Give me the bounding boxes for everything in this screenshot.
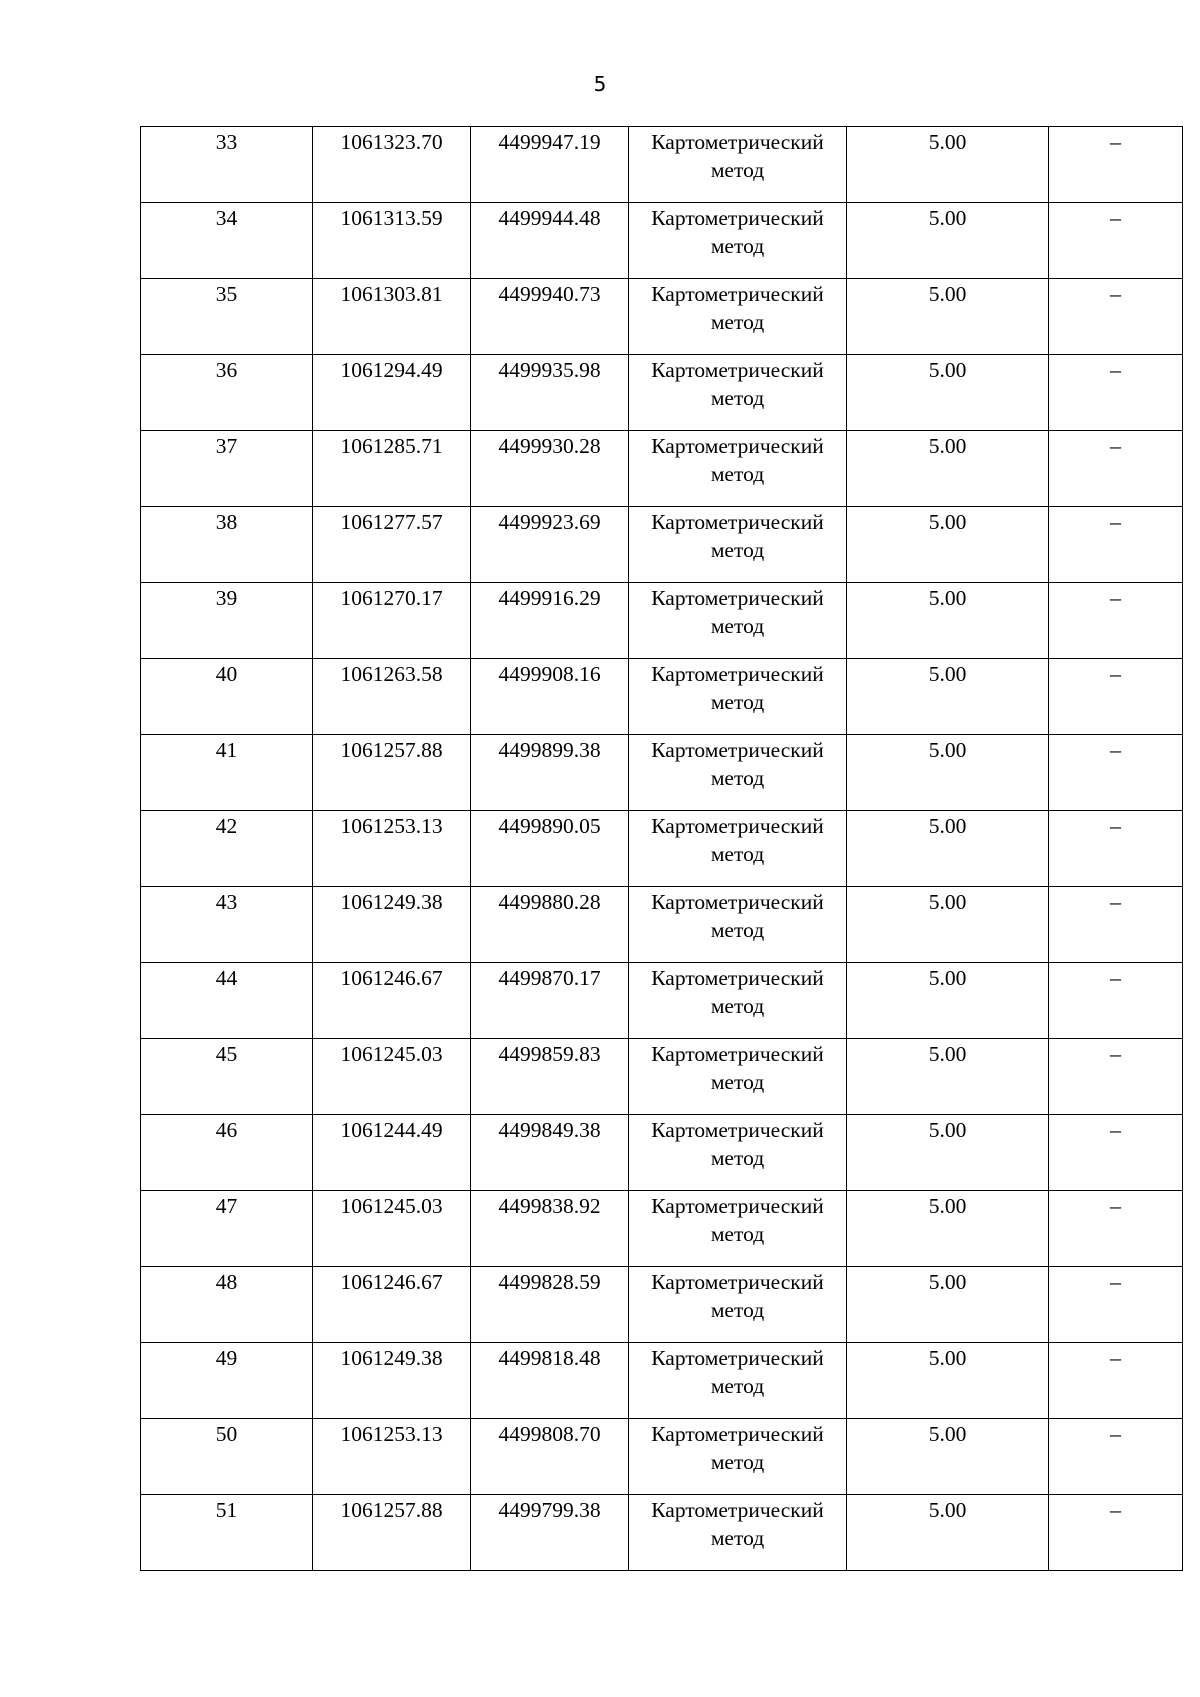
x-coordinate-cell-text: 1061263.58: [340, 662, 443, 686]
accuracy-cell-text: 5.00: [928, 738, 967, 762]
point-number-cell-text: 35: [215, 282, 238, 306]
point-number-cell: [141, 735, 313, 811]
method-cell-text: Картометрический метод: [651, 434, 824, 486]
table-row: [141, 355, 1183, 431]
y-coordinate-cell-text: 4499923.69: [498, 510, 601, 534]
accuracy-cell-text: 5.00: [928, 434, 967, 458]
point-number-cell: [141, 659, 313, 735]
point-number-cell-text: 39: [215, 586, 238, 610]
table-row: [141, 583, 1183, 659]
table-row: [141, 1495, 1183, 1571]
accuracy-cell: [847, 1115, 1049, 1191]
point-number-cell-text: 49: [215, 1346, 238, 1370]
y-coordinate-cell-text: 4499870.17: [498, 966, 601, 990]
method-cell-text: Картометрический метод: [651, 1346, 824, 1398]
y-coordinate-cell: [471, 811, 629, 887]
y-coordinate-cell-text: 4499799.38: [498, 1498, 601, 1522]
x-coordinate-cell: [313, 1419, 471, 1495]
x-coordinate-cell: [313, 963, 471, 1039]
description-cell: [1049, 1267, 1183, 1343]
y-coordinate-cell: [471, 1115, 629, 1191]
point-number-cell-text: 50: [215, 1422, 238, 1446]
method-cell: [629, 583, 847, 659]
y-coordinate-cell-text: 4499916.29: [498, 586, 601, 610]
description-cell-text: –: [1110, 889, 1121, 914]
method-cell-text: Картометрический метод: [651, 814, 824, 866]
y-coordinate-cell: [471, 583, 629, 659]
method-cell: [629, 963, 847, 1039]
method-cell-text: Картометрический метод: [651, 1194, 824, 1246]
accuracy-cell: [847, 735, 1049, 811]
description-cell: [1049, 431, 1183, 507]
method-cell: [629, 279, 847, 355]
y-coordinate-cell: [471, 127, 629, 203]
description-cell: [1049, 203, 1183, 279]
accuracy-cell: [847, 1343, 1049, 1419]
accuracy-cell: [847, 203, 1049, 279]
description-cell-text: –: [1110, 813, 1121, 838]
accuracy-cell-text: 5.00: [928, 1194, 967, 1218]
accuracy-cell: [847, 1495, 1049, 1571]
method-cell: [629, 1495, 847, 1571]
description-cell: [1049, 583, 1183, 659]
accuracy-cell: [847, 811, 1049, 887]
method-cell-text: Картометрический метод: [651, 1270, 824, 1322]
description-cell: [1049, 127, 1183, 203]
description-cell-text: –: [1110, 1269, 1121, 1294]
point-number-cell-text: 51: [215, 1498, 238, 1522]
description-cell-text: –: [1110, 281, 1121, 306]
y-coordinate-cell: [471, 355, 629, 431]
point-number-cell-text: 47: [215, 1194, 238, 1218]
x-coordinate-cell-text: 1061245.03: [340, 1194, 443, 1218]
description-cell: [1049, 1419, 1183, 1495]
point-number-cell-text: 38: [215, 510, 238, 534]
accuracy-cell-text: 5.00: [928, 358, 967, 382]
point-number-cell: [141, 1267, 313, 1343]
coordinates-table-body: [141, 127, 1183, 1571]
description-cell-text: –: [1110, 1117, 1121, 1142]
y-coordinate-cell: [471, 1419, 629, 1495]
description-cell: [1049, 735, 1183, 811]
y-coordinate-cell-text: 4499930.28: [498, 434, 601, 458]
point-number-cell-text: 36: [215, 358, 238, 382]
x-coordinate-cell-text: 1061257.88: [340, 738, 443, 762]
y-coordinate-cell: [471, 1191, 629, 1267]
method-cell: [629, 1115, 847, 1191]
accuracy-cell: [847, 431, 1049, 507]
method-cell-text: Картометрический метод: [651, 1498, 824, 1550]
method-cell: [629, 1419, 847, 1495]
y-coordinate-cell-text: 4499849.38: [498, 1118, 601, 1142]
accuracy-cell-text: 5.00: [928, 130, 967, 154]
method-cell: [629, 127, 847, 203]
table-row: [141, 887, 1183, 963]
y-coordinate-cell-text: 4499935.98: [498, 358, 601, 382]
y-coordinate-cell: [471, 1343, 629, 1419]
accuracy-cell-text: 5.00: [928, 586, 967, 610]
point-number-cell: [141, 1039, 313, 1115]
method-cell: [629, 811, 847, 887]
description-cell: [1049, 1343, 1183, 1419]
y-coordinate-cell: [471, 1039, 629, 1115]
y-coordinate-cell-text: 4499808.70: [498, 1422, 601, 1446]
y-coordinate-cell-text: 4499947.19: [498, 130, 601, 154]
table-row: [141, 127, 1183, 203]
accuracy-cell: [847, 963, 1049, 1039]
description-cell-text: –: [1110, 1041, 1121, 1066]
accuracy-cell-text: 5.00: [928, 1118, 967, 1142]
description-cell: [1049, 355, 1183, 431]
x-coordinate-cell: [313, 355, 471, 431]
table-row: [141, 1039, 1183, 1115]
x-coordinate-cell: [313, 1115, 471, 1191]
x-coordinate-cell: [313, 887, 471, 963]
table-row: [141, 659, 1183, 735]
x-coordinate-cell-text: 1061257.88: [340, 1498, 443, 1522]
y-coordinate-cell: [471, 735, 629, 811]
accuracy-cell-text: 5.00: [928, 1270, 967, 1294]
accuracy-cell: [847, 1039, 1049, 1115]
method-cell: [629, 1267, 847, 1343]
x-coordinate-cell-text: 1061294.49: [340, 358, 443, 382]
accuracy-cell-text: 5.00: [928, 890, 967, 914]
method-cell: [629, 1039, 847, 1115]
table-row: [141, 1343, 1183, 1419]
description-cell-text: –: [1110, 509, 1121, 534]
x-coordinate-cell: [313, 431, 471, 507]
table-row: [141, 1115, 1183, 1191]
accuracy-cell: [847, 127, 1049, 203]
description-cell: [1049, 1115, 1183, 1191]
x-coordinate-cell: [313, 1495, 471, 1571]
x-coordinate-cell: [313, 811, 471, 887]
y-coordinate-cell-text: 4499818.48: [498, 1346, 601, 1370]
y-coordinate-cell-text: 4499838.92: [498, 1194, 601, 1218]
x-coordinate-cell-text: 1061303.81: [340, 282, 443, 306]
accuracy-cell: [847, 583, 1049, 659]
accuracy-cell: [847, 1191, 1049, 1267]
x-coordinate-cell-text: 1061244.49: [340, 1118, 443, 1142]
point-number-cell-text: 41: [215, 738, 238, 762]
table-row: [141, 1419, 1183, 1495]
accuracy-cell: [847, 279, 1049, 355]
point-number-cell: [141, 1191, 313, 1267]
description-cell-text: –: [1110, 737, 1121, 762]
method-cell-text: Картометрический метод: [651, 738, 824, 790]
accuracy-cell: [847, 507, 1049, 583]
point-number-cell: [141, 127, 313, 203]
y-coordinate-cell: [471, 1495, 629, 1571]
description-cell-text: –: [1110, 1421, 1121, 1446]
table-row: [141, 811, 1183, 887]
method-cell-text: Картометрический метод: [651, 130, 824, 182]
point-number-cell-text: 37: [215, 434, 238, 458]
method-cell-text: Картометрический метод: [651, 206, 824, 258]
y-coordinate-cell-text: 4499890.05: [498, 814, 601, 838]
x-coordinate-cell: [313, 507, 471, 583]
description-cell: [1049, 507, 1183, 583]
x-coordinate-cell: [313, 659, 471, 735]
description-cell-text: –: [1110, 357, 1121, 382]
point-number-cell: [141, 203, 313, 279]
point-number-cell-text: 40: [215, 662, 238, 686]
description-cell: [1049, 963, 1183, 1039]
point-number-cell: [141, 431, 313, 507]
x-coordinate-cell-text: 1061253.13: [340, 814, 443, 838]
description-cell-text: –: [1110, 661, 1121, 686]
y-coordinate-cell-text: 4499944.48: [498, 206, 601, 230]
x-coordinate-cell-text: 1061270.17: [340, 586, 443, 610]
accuracy-cell-text: 5.00: [928, 206, 967, 230]
method-cell: [629, 659, 847, 735]
accuracy-cell-text: 5.00: [928, 510, 967, 534]
method-cell-text: Картометрический метод: [651, 966, 824, 1018]
accuracy-cell-text: 5.00: [928, 1042, 967, 1066]
point-number-cell-text: 46: [215, 1118, 238, 1142]
method-cell-text: Картометрический метод: [651, 358, 824, 410]
point-number-cell: [141, 355, 313, 431]
accuracy-cell: [847, 1267, 1049, 1343]
point-number-cell: [141, 1115, 313, 1191]
point-number-cell: [141, 887, 313, 963]
x-coordinate-cell: [313, 127, 471, 203]
description-cell: [1049, 279, 1183, 355]
accuracy-cell-text: 5.00: [928, 662, 967, 686]
point-number-cell: [141, 811, 313, 887]
point-number-cell: [141, 507, 313, 583]
description-cell: [1049, 887, 1183, 963]
description-cell: [1049, 1191, 1183, 1267]
y-coordinate-cell: [471, 659, 629, 735]
description-cell-text: –: [1110, 965, 1121, 990]
description-cell-text: –: [1110, 129, 1121, 154]
table-row: [141, 1191, 1183, 1267]
x-coordinate-cell: [313, 1191, 471, 1267]
method-cell: [629, 887, 847, 963]
method-cell-text: Картометрический метод: [651, 510, 824, 562]
method-cell: [629, 1343, 847, 1419]
point-number-cell-text: 33: [215, 130, 238, 154]
x-coordinate-cell-text: 1061313.59: [340, 206, 443, 230]
point-number-cell-text: 42: [215, 814, 238, 838]
table-row: [141, 507, 1183, 583]
y-coordinate-cell: [471, 1267, 629, 1343]
point-number-cell-text: 44: [215, 966, 238, 990]
method-cell: [629, 355, 847, 431]
point-number-cell: [141, 279, 313, 355]
method-cell-text: Картометрический метод: [651, 586, 824, 638]
method-cell: [629, 507, 847, 583]
y-coordinate-cell: [471, 507, 629, 583]
point-number-cell-text: 34: [215, 206, 238, 230]
description-cell: [1049, 1039, 1183, 1115]
table-row: [141, 279, 1183, 355]
table-row: [141, 1267, 1183, 1343]
description-cell: [1049, 659, 1183, 735]
x-coordinate-cell: [313, 1039, 471, 1115]
description-cell-text: –: [1110, 1345, 1121, 1370]
y-coordinate-cell: [471, 279, 629, 355]
accuracy-cell-text: 5.00: [928, 966, 967, 990]
y-coordinate-cell-text: 4499859.83: [498, 1042, 601, 1066]
accuracy-cell-text: 5.00: [928, 282, 967, 306]
accuracy-cell: [847, 659, 1049, 735]
method-cell-text: Картометрический метод: [651, 282, 824, 334]
table-row: [141, 735, 1183, 811]
y-coordinate-cell-text: 4499828.59: [498, 1270, 601, 1294]
x-coordinate-cell-text: 1061277.57: [340, 510, 443, 534]
point-number-cell: [141, 1495, 313, 1571]
point-number-cell: [141, 1343, 313, 1419]
method-cell-text: Картометрический метод: [651, 662, 824, 714]
x-coordinate-cell: [313, 583, 471, 659]
accuracy-cell: [847, 355, 1049, 431]
y-coordinate-cell-text: 4499899.38: [498, 738, 601, 762]
x-coordinate-cell-text: 1061323.70: [340, 130, 443, 154]
y-coordinate-cell-text: 4499940.73: [498, 282, 601, 306]
x-coordinate-cell-text: 1061285.71: [340, 434, 443, 458]
x-coordinate-cell: [313, 735, 471, 811]
x-coordinate-cell: [313, 1343, 471, 1419]
point-number-cell-text: 43: [215, 890, 238, 914]
x-coordinate-cell-text: 1061245.03: [340, 1042, 443, 1066]
y-coordinate-cell: [471, 963, 629, 1039]
point-number-cell-text: 45: [215, 1042, 238, 1066]
accuracy-cell-text: 5.00: [928, 814, 967, 838]
y-coordinate-cell: [471, 203, 629, 279]
x-coordinate-cell-text: 1061246.67: [340, 1270, 443, 1294]
method-cell-text: Картометрический метод: [651, 1422, 824, 1474]
description-cell: [1049, 811, 1183, 887]
method-cell-text: Картометрический метод: [651, 1118, 824, 1170]
description-cell: [1049, 1495, 1183, 1571]
x-coordinate-cell-text: 1061253.13: [340, 1422, 443, 1446]
coordinates-table: [140, 126, 1183, 1571]
accuracy-cell: [847, 1419, 1049, 1495]
x-coordinate-cell-text: 1061249.38: [340, 890, 443, 914]
description-cell-text: –: [1110, 1193, 1121, 1218]
method-cell: [629, 735, 847, 811]
method-cell-text: Картометрический метод: [651, 1042, 824, 1094]
y-coordinate-cell-text: 4499880.28: [498, 890, 601, 914]
x-coordinate-cell: [313, 1267, 471, 1343]
description-cell-text: –: [1110, 585, 1121, 610]
point-number-cell-text: 48: [215, 1270, 238, 1294]
point-number-cell: [141, 583, 313, 659]
accuracy-cell-text: 5.00: [928, 1346, 967, 1370]
y-coordinate-cell: [471, 887, 629, 963]
method-cell: [629, 203, 847, 279]
y-coordinate-cell: [471, 431, 629, 507]
table-row: [141, 431, 1183, 507]
point-number-cell: [141, 963, 313, 1039]
y-coordinate-cell-text: 4499908.16: [498, 662, 601, 686]
table-row: [141, 963, 1183, 1039]
accuracy-cell-text: 5.00: [928, 1498, 967, 1522]
accuracy-cell: [847, 887, 1049, 963]
description-cell-text: –: [1110, 433, 1121, 458]
description-cell-text: –: [1110, 205, 1121, 230]
x-coordinate-cell: [313, 203, 471, 279]
point-number-cell: [141, 1419, 313, 1495]
page-number: 5: [593, 72, 607, 96]
method-cell: [629, 431, 847, 507]
description-cell-text: –: [1110, 1497, 1121, 1522]
method-cell-text: Картометрический метод: [651, 890, 824, 942]
x-coordinate-cell-text: 1061246.67: [340, 966, 443, 990]
method-cell: [629, 1191, 847, 1267]
accuracy-cell-text: 5.00: [928, 1422, 967, 1446]
table-row: [141, 203, 1183, 279]
x-coordinate-cell: [313, 279, 471, 355]
x-coordinate-cell-text: 1061249.38: [340, 1346, 443, 1370]
